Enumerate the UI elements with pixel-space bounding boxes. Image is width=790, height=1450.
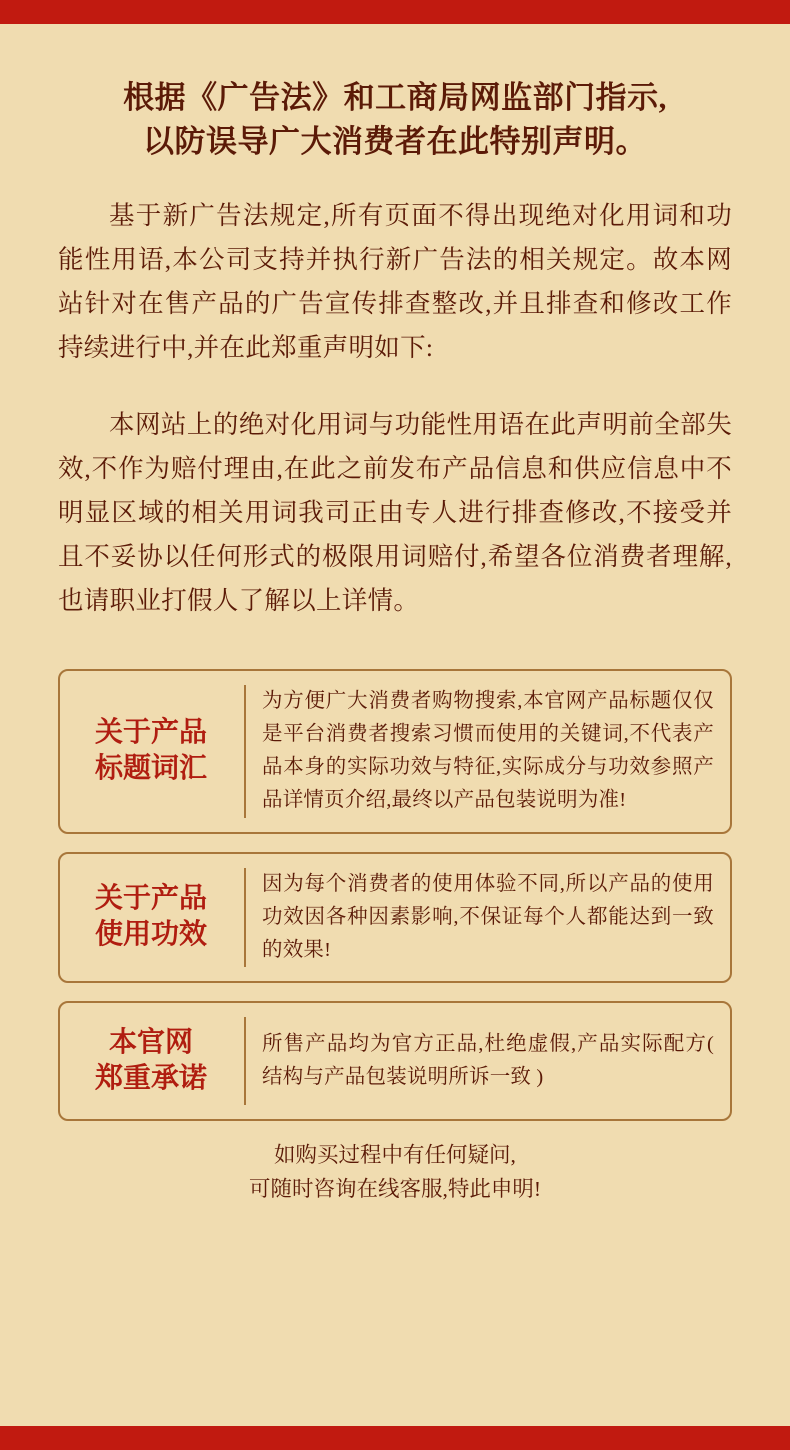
paragraph-2: 本网站上的绝对化用词与功能性用语在此声明前全部失效,不作为赔付理由,在此之前发布产品信息和供应信息中不明显区域的相关用词我司正由专人进行排查修改,不接受并且不妥协以任何形式的极限用词赔付,希望各位消费者理解,也请职业打假人了解以上详情。 <box>58 410 732 615</box>
statement-card-title-line-1: 关于产品 <box>94 716 207 748</box>
statement-card-official-promise <box>58 1001 732 1121</box>
statement-card-title-line-2: 使用功效 <box>94 919 207 951</box>
paragraph-1: 基于新广告法规定,所有页面不得出现绝对化用词和功能性用语,本公司支持并执行新广告法的相关规定。故本网站针对在售产品的广告宣传排查整改,并且排查和修改工作持续进行中,并在此郑重声明如下: <box>58 201 732 362</box>
statement-card-product-efficacy <box>58 852 732 984</box>
statement-card-body: 因为每个消费者的使用体验不同,所以产品的使用功效因各种因素影响,不保证每个人都能达到一致的效果! <box>262 872 714 961</box>
page-title-line-1: 根据《广告法》和工商局网监部门指示, <box>123 80 667 115</box>
top-red-bar <box>0 0 790 24</box>
statement-card-title-line-1: 本官网 <box>108 1026 193 1058</box>
footer-note <box>58 1139 732 1206</box>
statement-card-title-line-1: 关于产品 <box>94 882 207 914</box>
statement-card-title <box>70 1017 246 1105</box>
statement-card-body: 为方便广大消费者购物搜索,本官网产品标题仅仅是平台消费者搜索习惯而使用的关键词,不代表产品本身的实际功效与特征,实际成分与功效参照产品详情页介绍,最终以产品包装说明为准! <box>262 689 714 812</box>
page-title-line-2: 以防误导广大消费者在此特别声明。 <box>143 124 647 160</box>
statement-card-title-line-2: 标题词汇 <box>94 753 207 785</box>
bottom-red-bar <box>0 1426 790 1450</box>
footer-note-line-2: 可随时咨询在线客服,特此申明! <box>248 1176 542 1201</box>
statement-card-list <box>58 669 732 1121</box>
statement-card-body: 所售产品均为官方正品,杜绝虚假,产品实际配方( 结构与产品包装说明所诉一致 ) <box>262 1032 714 1089</box>
declaration-panel <box>0 24 790 1426</box>
statement-card-title-line-2: 郑重承诺 <box>94 1063 207 1095</box>
statement-card-product-title <box>58 669 732 834</box>
page-title <box>58 24 732 164</box>
footer-note-line-1: 如购买过程中有任何疑问, <box>274 1143 516 1168</box>
statement-card-title <box>70 868 246 968</box>
statement-card-title <box>70 685 246 818</box>
